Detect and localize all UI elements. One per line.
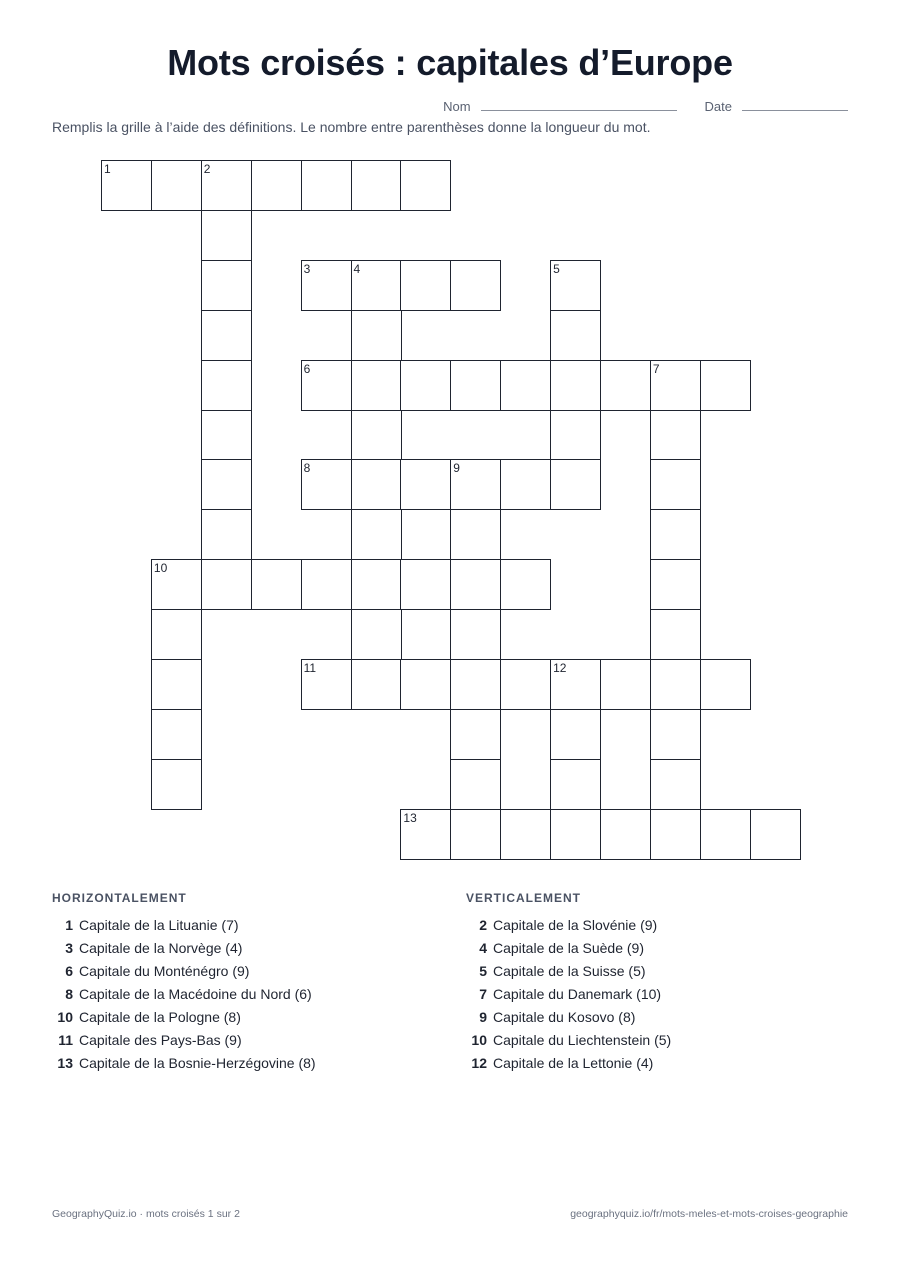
grid-cell[interactable] (351, 459, 402, 510)
grid-cell[interactable] (500, 360, 551, 411)
across-heading: HORIZONTALEMENT (52, 891, 187, 905)
clue-item (52, 960, 432, 983)
grid-cell[interactable] (450, 709, 501, 760)
clue-number: 8 (65, 986, 73, 1002)
clue-number: 12 (471, 1055, 487, 1071)
cell-number: 4 (353, 261, 361, 276)
grid-cell[interactable] (550, 410, 601, 461)
grid-cell[interactable] (351, 559, 402, 610)
grid-cell[interactable] (450, 559, 501, 610)
grid-cell[interactable] (151, 609, 202, 660)
clue-number: 7 (479, 986, 487, 1002)
grid-cell[interactable] (251, 160, 302, 211)
cell-number: 11 (303, 661, 317, 675)
grid-cell[interactable] (400, 160, 451, 211)
date-label: Date (704, 99, 732, 114)
grid-cell[interactable] (650, 759, 701, 810)
cell-number: 3 (303, 261, 311, 276)
name-label: Nom (443, 99, 471, 114)
grid-cell[interactable] (301, 160, 352, 211)
cell-number: 2 (203, 162, 211, 176)
grid-cell[interactable] (600, 809, 651, 860)
clue-text: Capitale de la Lettonie (4) (493, 1055, 654, 1071)
grid-cell[interactable] (301, 360, 352, 411)
grid-cell[interactable] (400, 809, 451, 860)
clue-text: Capitale du Danemark (10) (493, 986, 662, 1002)
grid-cell[interactable] (650, 559, 701, 610)
grid-cell[interactable] (301, 260, 352, 311)
clue-text: Capitale de la Lituanie (7) (79, 917, 239, 933)
grid-cell[interactable] (351, 160, 402, 211)
instructions: Remplis la grille à l’aide des définitions. Le nombre entre parenthèses donne la longueur du mot. (52, 119, 651, 135)
grid-cell[interactable] (400, 559, 451, 610)
clue-item (466, 1029, 846, 1052)
cell-number: 8 (303, 461, 311, 476)
grid-cell[interactable] (550, 360, 601, 411)
clue-text: Capitale de la Macédoine du Nord (6) (79, 986, 312, 1002)
clue-number: 5 (479, 963, 487, 979)
grid-cell[interactable] (450, 509, 501, 560)
grid-cell[interactable] (650, 609, 701, 660)
clue-text: Capitale de la Pologne (8) (79, 1009, 241, 1025)
down-heading: VERTICALEMENT (466, 891, 581, 905)
grid-cell[interactable] (650, 709, 701, 760)
grid-cell[interactable] (351, 410, 402, 461)
footer-right: geographyquiz.io/fr/mots-meles-et-mots-croises-geographie (570, 1208, 848, 1220)
clue-number: 11 (58, 1032, 73, 1048)
grid-cell[interactable] (151, 559, 202, 610)
cell-number: 1 (104, 162, 111, 176)
grid-cell[interactable] (700, 809, 751, 860)
clue-item (466, 960, 846, 983)
clue-item (52, 1006, 432, 1029)
grid-cell[interactable] (151, 160, 202, 211)
cell-number: 12 (553, 661, 567, 675)
clue-number: 10 (471, 1032, 487, 1048)
clue-text: Capitale du Monténégro (9) (79, 963, 250, 979)
clue-item (52, 914, 432, 937)
clue-number: 9 (479, 1009, 487, 1025)
grid-cell[interactable] (201, 509, 252, 560)
grid-cell[interactable] (301, 459, 352, 510)
cell-number: 9 (453, 461, 460, 476)
grid-cell[interactable] (600, 360, 651, 411)
grid-cell[interactable] (600, 659, 651, 710)
clue-text: Capitale de la Suisse (5) (493, 963, 646, 979)
grid-cell[interactable] (201, 210, 252, 261)
clue-number: 10 (57, 1009, 73, 1025)
grid-cell[interactable] (450, 360, 501, 411)
grid-cell[interactable] (301, 559, 352, 610)
clue-text: Capitale de la Norvège (4) (79, 940, 243, 956)
down-clues (466, 891, 846, 1075)
grid-cell[interactable] (450, 809, 501, 860)
grid-cell[interactable] (351, 310, 402, 361)
grid-cell[interactable] (351, 659, 402, 710)
grid-cell[interactable] (351, 509, 402, 560)
clue-text: Capitale du Kosovo (8) (493, 1009, 636, 1025)
grid-cell[interactable] (650, 410, 701, 461)
clue-item (466, 983, 846, 1006)
grid-cell[interactable] (450, 459, 501, 510)
grid-cell[interactable] (450, 759, 501, 810)
cell-number: 6 (303, 361, 311, 376)
grid-cell[interactable] (550, 310, 601, 361)
grid-cell[interactable] (301, 659, 352, 710)
grid-cell[interactable] (650, 659, 701, 710)
clue-text: Capitale de la Slovénie (9) (493, 917, 658, 933)
grid-cell[interactable] (151, 709, 202, 760)
clue-number: 6 (65, 963, 73, 979)
grid-cell[interactable] (201, 160, 252, 211)
grid-cell[interactable] (700, 360, 751, 411)
grid-cell[interactable] (101, 160, 152, 211)
grid-cell[interactable] (500, 659, 551, 710)
clue-number: 13 (57, 1055, 73, 1071)
clue-number: 2 (479, 917, 487, 933)
grid-cell[interactable] (750, 809, 801, 860)
grid-cell[interactable] (251, 559, 302, 610)
clue-item (466, 914, 846, 937)
clue-item (466, 937, 846, 960)
grid-cell[interactable] (400, 360, 451, 411)
grid-cell[interactable] (550, 809, 601, 860)
cell-number: 10 (153, 561, 168, 576)
grid-cell[interactable] (550, 260, 601, 311)
clue-item (466, 1052, 846, 1075)
page-title: Mots croisés : capitales d’Europe (167, 42, 733, 83)
grid-cell[interactable] (550, 709, 601, 760)
grid-cell[interactable] (400, 260, 451, 311)
clue-number: 4 (479, 940, 487, 956)
grid-cell[interactable] (450, 260, 501, 311)
clue-item (52, 983, 432, 1006)
grid-cell[interactable] (201, 459, 252, 510)
clue-item (52, 1052, 432, 1075)
grid-cell[interactable] (151, 659, 202, 710)
grid-cell[interactable] (151, 759, 202, 810)
grid-cell[interactable] (201, 410, 252, 461)
clue-number: 1 (65, 917, 73, 933)
clue-item (466, 1006, 846, 1029)
grid-cell[interactable] (650, 459, 701, 510)
grid-cell[interactable] (351, 609, 402, 660)
grid-cell[interactable] (351, 360, 402, 411)
clue-number: 3 (65, 940, 73, 956)
grid-cell[interactable] (500, 459, 551, 510)
grid-cell[interactable] (650, 360, 701, 411)
grid-cell[interactable] (201, 310, 252, 361)
grid-cell[interactable] (550, 659, 601, 710)
footer-left: GeographyQuiz.io · mots croisés 1 sur 2 (52, 1208, 240, 1220)
cell-number: 7 (652, 361, 660, 376)
grid-cell[interactable] (650, 509, 701, 560)
clue-text: Capitale de la Bosnie-Herzégovine (8) (79, 1055, 316, 1071)
cell-number: 5 (553, 261, 560, 276)
grid-cell[interactable] (450, 609, 501, 660)
grid-cell[interactable] (450, 659, 501, 710)
grid-cell[interactable] (400, 459, 451, 510)
grid-cell[interactable] (500, 559, 551, 610)
grid-cell[interactable] (550, 459, 601, 510)
clue-item (52, 1029, 432, 1052)
grid-cell[interactable] (650, 809, 701, 860)
grid-cell[interactable] (550, 759, 601, 810)
across-clues (52, 891, 432, 1075)
grid-cell[interactable] (400, 659, 451, 710)
grid-cell[interactable] (351, 260, 402, 311)
grid-cell[interactable] (700, 659, 751, 710)
grid-cell[interactable] (201, 260, 252, 311)
grid-cell[interactable] (201, 360, 252, 411)
cell-number: 13 (403, 810, 417, 825)
grid-cell[interactable] (201, 559, 252, 610)
clue-text: Capitale des Pays-Bas (9) (79, 1032, 242, 1048)
clue-item (52, 937, 432, 960)
grid-cell[interactable] (500, 809, 551, 860)
clue-text: Capitale de la Suède (9) (493, 940, 644, 956)
clue-text: Capitale du Liechtenstein (5) (493, 1032, 672, 1048)
